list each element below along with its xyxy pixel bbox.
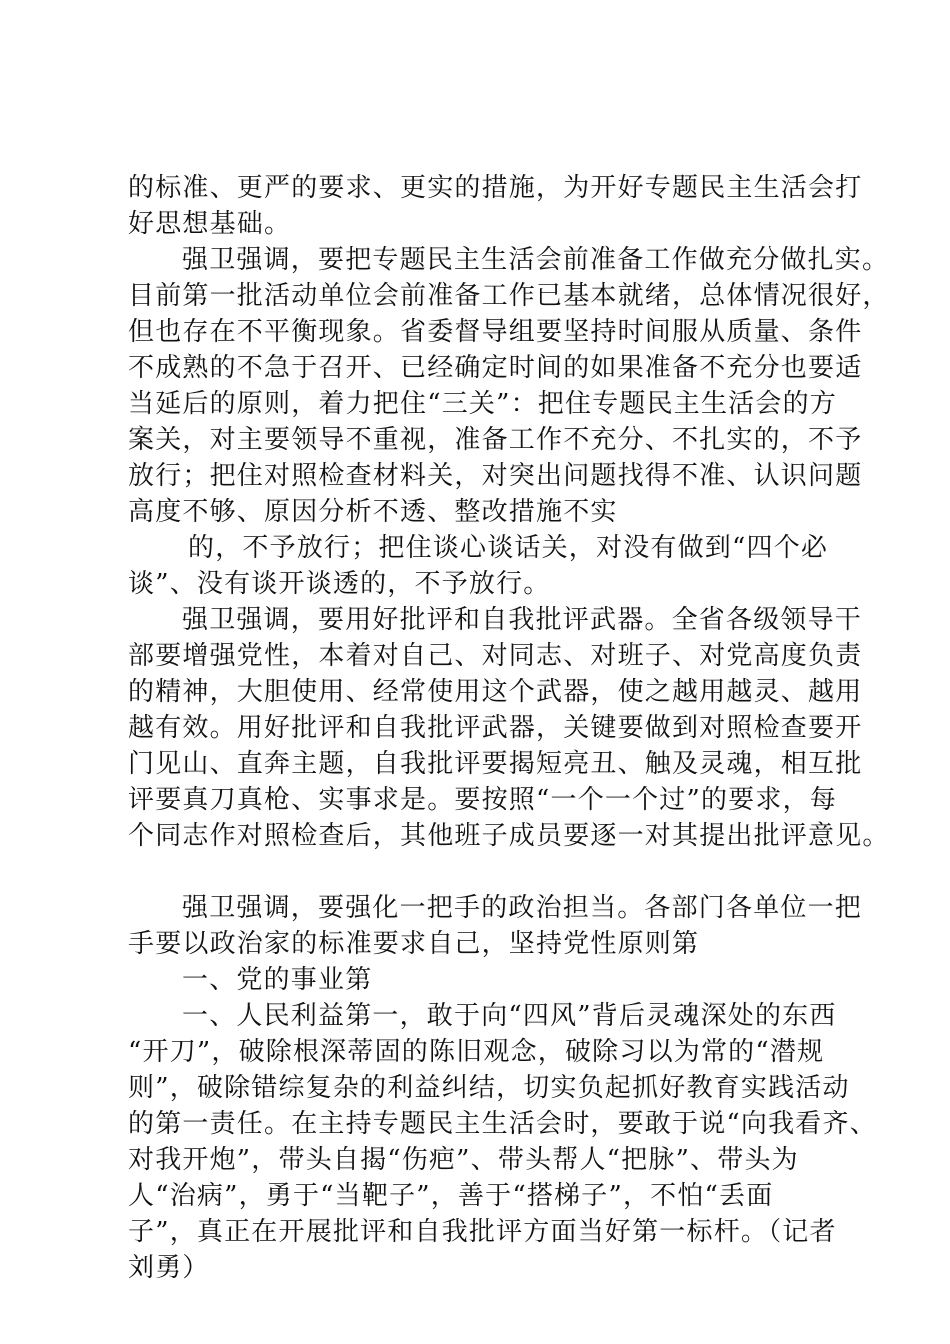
text-line: 不成熟的不急于召开、已经确定时间的如果准备不充分也要适 — [128, 353, 863, 383]
text-line: 对我开炮”，带头自揭“伤疤”、带头帮人“把脉”、带头为 — [128, 1145, 799, 1175]
text-line: 但也存在不平衡现象。省委督导组要坚持时间服从质量、条件 — [128, 317, 863, 347]
text-line: 个同志作对照检查后，其他班子成员要逐一对其提出批评意见。 — [128, 821, 890, 851]
text-line: 谈”、没有谈开谈透的，不予放行。 — [128, 569, 551, 599]
text-line: 放行；把住对照检查材料关，对突出问题找得不准、认识问题 — [128, 461, 863, 491]
text-line: 好思想基础。 — [128, 209, 292, 239]
paragraph-start-line: 强卫强调，要用好批评和自我批评武器。全省各级领导干 — [182, 605, 863, 635]
text-line: 案关，对主要领导不重视，准备工作不充分、不扎实的，不予 — [128, 425, 863, 455]
text-line: 手要以政治家的标准要求自己，坚持党性原则第 — [128, 929, 700, 959]
text-line: 一、党的事业第 — [182, 965, 373, 995]
paragraph-start-line: 强卫强调，要把专题民主生活会前准备工作做充分做扎实。 — [182, 245, 890, 275]
text-line: “开刀”，破除根深蒂固的陈旧观念，破除习以为常的“潜规 — [128, 1037, 825, 1067]
text-line: 的，不予放行；把住谈心谈话关，对没有做到“四个必 — [188, 533, 829, 563]
text-line: 的第一责任。在主持专题民主生活会时，要敢于说“向我看齐、 — [128, 1109, 877, 1139]
text-line: 一、人民利益第一，敢于向“四风”背后灵魂深处的东西 — [182, 1001, 837, 1031]
text-line: 越有效。用好批评和自我批评武器，关键要做到对照检查要开 — [128, 713, 863, 743]
text-line: 则”，破除错综复杂的利益纠结，切实负起抓好教育实践活动 — [128, 1073, 850, 1103]
text-line: 子”，真正在开展批评和自我批评方面当好第一标杆。（记者 — [128, 1217, 837, 1247]
text-line: 的精神，大胆使用、经常使用这个武器，使之越用越灵、越用 — [128, 677, 863, 707]
text-line: 门见山、直奔主题，自我批评要揭短亮丑、触及灵魂，相互批 — [128, 749, 863, 779]
text-line: 刘勇） — [128, 1253, 210, 1283]
text-line: 人“治病”，勇于“当靶子”，善于“搭梯子”，不怕“丢面 — [128, 1181, 774, 1211]
paragraph-start-line: 强卫强调，要强化一把手的政治担当。各部门各单位一把 — [182, 893, 863, 923]
text-line: 当延后的原则，着力把住“三关”：把住专题民主生活会的方 — [128, 389, 837, 419]
text-line: 评要真刀真枪、实事求是。要按照“一个一个过”的要求，每 — [128, 785, 837, 815]
text-line: 部要增强党性，本着对自己、对同志、对班子、对党高度负责 — [128, 641, 863, 671]
text-line: 高度不够、原因分析不透、整改措施不实 — [128, 497, 618, 527]
text-line: 目前第一批活动单位会前准备工作已基本就绪，总体情况很好， — [128, 281, 890, 311]
text-line: 的标准、更严的要求、更实的措施，为开好专题民主生活会打 — [128, 173, 863, 203]
